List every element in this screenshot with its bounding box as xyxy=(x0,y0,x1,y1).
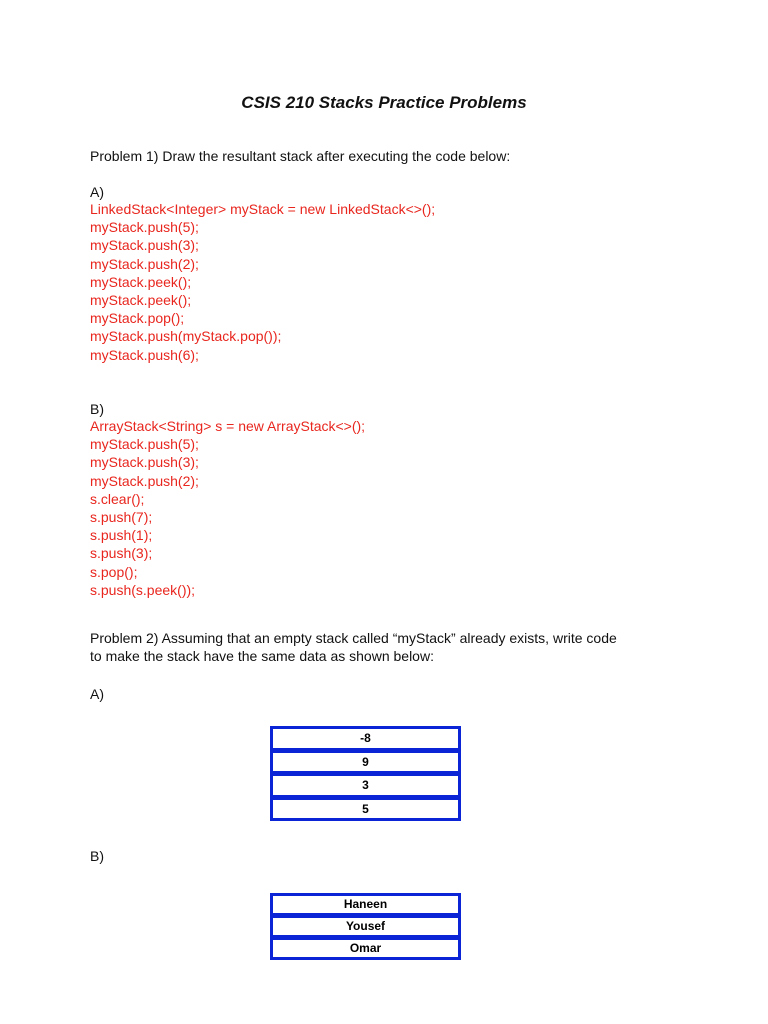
code-line: myStack.pop(); xyxy=(90,310,185,327)
stack-cell: 5 xyxy=(270,797,461,822)
code-line: s.pop(); xyxy=(90,563,138,580)
problem1-part-b-label: B) xyxy=(90,401,104,417)
problem2-prompt-line-1: Problem 2) Assuming that an empty stack called “myStack” already exists, write code xyxy=(90,630,617,646)
code-line: myStack.push(5); xyxy=(90,219,199,236)
stack-cell: Haneen xyxy=(270,893,461,916)
problem2-part-a-label: A) xyxy=(90,686,104,702)
problem1-part-b-code xyxy=(90,417,365,599)
stack-cell: 9 xyxy=(270,750,461,775)
code-line: LinkedStack<Integer> myStack = new LinkedStack<>(); xyxy=(90,201,436,217)
code-line: myStack.push(3); xyxy=(90,454,199,471)
problem1-part-a-code xyxy=(90,200,435,364)
stack-cell: 3 xyxy=(270,773,461,798)
problem2-part-b-label: B) xyxy=(90,848,104,864)
code-line: s.clear(); xyxy=(90,490,145,507)
code-line: myStack.push(2); xyxy=(90,472,199,489)
stack-cell: -8 xyxy=(270,726,461,751)
document-title: CSIS 210 Stacks Practice Problems xyxy=(241,93,527,112)
code-line: s.push(3); xyxy=(90,545,153,562)
code-line: myStack.push(2); xyxy=(90,255,199,272)
stack-cell: Omar xyxy=(270,937,461,960)
code-line: ArrayStack<String> s = new ArrayStack<>(); xyxy=(90,418,366,434)
stack-diagram-b xyxy=(270,893,461,960)
code-line: myStack.push(3); xyxy=(90,237,199,254)
code-line: s.push(s.peek()); xyxy=(90,581,196,598)
code-line: myStack.push(myStack.pop()); xyxy=(90,328,282,345)
code-line: myStack.push(5); xyxy=(90,436,199,453)
code-line: myStack.peek(); xyxy=(90,292,192,309)
problem1-prompt: Problem 1) Draw the resultant stack after executing the code below: xyxy=(90,148,511,164)
code-line: myStack.peek(); xyxy=(90,273,192,290)
code-line: s.push(1); xyxy=(90,527,153,544)
stack-cell: Yousef xyxy=(270,915,461,938)
code-line: s.push(7); xyxy=(90,509,153,526)
problem2-prompt-line-2: to make the stack have the same data as shown below: xyxy=(90,648,434,664)
problem1-part-a-label: A) xyxy=(90,184,104,200)
code-line: myStack.push(6); xyxy=(90,346,199,363)
stack-diagram-a xyxy=(270,726,461,821)
